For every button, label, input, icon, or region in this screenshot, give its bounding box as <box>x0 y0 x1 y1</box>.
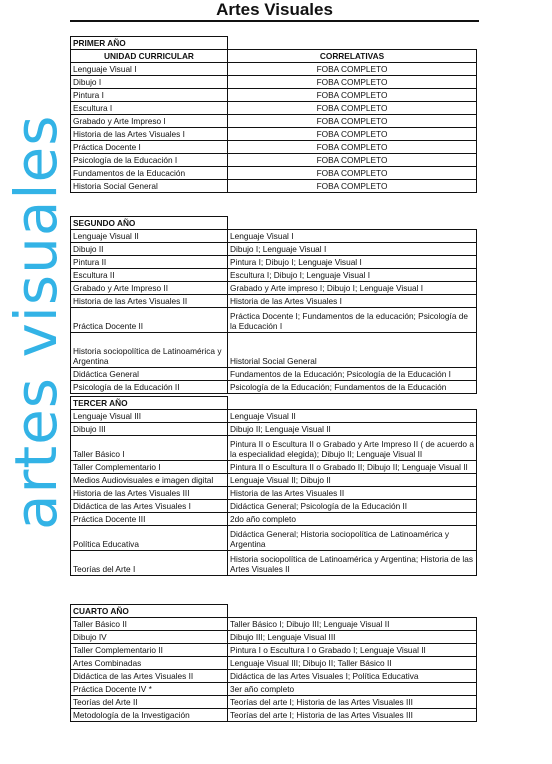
unidad-curricular-cell: Práctica Docente IV * <box>71 683 228 696</box>
table-row <box>71 513 477 526</box>
table-row <box>71 526 477 551</box>
correlativas-cell: Dibujo II; Lenguaje Visual II <box>228 423 477 436</box>
correlativas-cell: FOBA COMPLETO <box>228 128 477 141</box>
correlativas-cell: Práctica Docente I; Fundamentos de la educación; Psicología de la Educación I <box>228 308 477 333</box>
table-row <box>71 618 477 631</box>
table-row <box>71 670 477 683</box>
unidad-curricular-cell: Psicología de la Educación I <box>71 154 228 167</box>
table-row <box>71 436 477 461</box>
blank-cell <box>228 217 477 230</box>
table-row <box>71 243 477 256</box>
correlativas-cell: Pintura II o Escultura II o Grabado II; Dibujo II; Lenguaje Visual II <box>228 461 477 474</box>
correlativas-cell: Lenguaje Visual II; Dibujo II <box>228 474 477 487</box>
section-header-row <box>71 217 477 230</box>
table-row <box>71 487 477 500</box>
correlativas-cell: Pintura II o Escultura II o Grabado y Arte Impreso II ( de acuerdo a la especialidad elegida); Dibujo II; Lenguaje Visual II <box>228 436 477 461</box>
section-label: PRIMER AÑO <box>71 37 228 50</box>
table-row <box>71 631 477 644</box>
unidad-curricular-cell: Historia de las Artes Visuales I <box>71 128 228 141</box>
table-row <box>71 500 477 513</box>
correlativas-cell: Pintura I o Escultura I o Grabado I; Lenguaje Visual II <box>228 644 477 657</box>
unidad-curricular-cell: Metodología de la Investigación <box>71 709 228 722</box>
table-row <box>71 474 477 487</box>
table-row <box>71 167 477 180</box>
table-row <box>71 180 477 193</box>
table-row <box>71 256 477 269</box>
section-segundo-ano <box>70 216 477 394</box>
cuarto-rows <box>71 618 477 722</box>
correlativas-cell: Teorías del arte I; Historia de las Artes Visuales III <box>228 696 477 709</box>
table-row <box>71 102 477 115</box>
table-row <box>71 63 477 76</box>
table-row <box>71 696 477 709</box>
unidad-curricular-cell: Lenguaje Visual II <box>71 230 228 243</box>
table-row <box>71 128 477 141</box>
blank-cell <box>228 37 477 50</box>
table-row <box>71 709 477 722</box>
table-row <box>71 308 477 333</box>
section-label: SEGUNDO AÑO <box>71 217 228 230</box>
correlativas-cell: Lenguaje Visual II <box>228 410 477 423</box>
correlativas-cell: Historia de las Artes Visuales I <box>228 295 477 308</box>
unidad-curricular-cell: Práctica Docente II <box>71 308 228 333</box>
table-row <box>71 410 477 423</box>
unidad-curricular-cell: Dibujo IV <box>71 631 228 644</box>
table-row <box>71 551 477 576</box>
page-title: Artes Visuales <box>70 0 479 22</box>
unidad-curricular-cell: Pintura II <box>71 256 228 269</box>
unidad-curricular-cell: Política Educativa <box>71 526 228 551</box>
correlativas-cell: 3er año completo <box>228 683 477 696</box>
unidad-curricular-cell: Escultura II <box>71 269 228 282</box>
correlativas-cell: Didáctica General; Psicología de la Educación II <box>228 500 477 513</box>
table-row <box>71 381 477 394</box>
table-row <box>71 76 477 89</box>
correlativas-cell: Escultura I; Dibujo I; Lenguaje Visual I <box>228 269 477 282</box>
unidad-curricular-cell: Fundamentos de la Educación <box>71 167 228 180</box>
unidad-curricular-cell: Artes Combinadas <box>71 657 228 670</box>
unidad-curricular-cell: Dibujo II <box>71 243 228 256</box>
segundo-rows <box>71 230 477 394</box>
unidad-curricular-cell: Lenguaje Visual I <box>71 63 228 76</box>
unidad-curricular-cell: Teorías del Arte I <box>71 551 228 576</box>
segundo-ano-table <box>70 216 477 394</box>
primer-ano-table <box>70 36 477 193</box>
blank-cell <box>228 605 477 618</box>
table-row <box>71 423 477 436</box>
table-row <box>71 282 477 295</box>
correlativas-cell: Psicología de la Educación; Fundamentos de la Educación <box>228 381 477 394</box>
unidad-curricular-cell: Historia sociopolítica de Latinoamérica y Argentina <box>71 333 228 368</box>
correlativas-cell: FOBA COMPLETO <box>228 154 477 167</box>
primer-rows <box>71 63 477 193</box>
correlativas-cell: Historia de las Artes Visuales II <box>228 487 477 500</box>
table-row <box>71 657 477 670</box>
unidad-curricular-cell: Medios Audiovisuales e imagen digital <box>71 474 228 487</box>
unidad-curricular-cell: Teorías del Arte II <box>71 696 228 709</box>
correlativas-cell: Didáctica de las Artes Visuales I; Política Educativa <box>228 670 477 683</box>
unidad-curricular-cell: Didáctica General <box>71 368 228 381</box>
unidad-curricular-cell: Historia de las Artes Visuales II <box>71 295 228 308</box>
table-row <box>71 269 477 282</box>
blank-cell <box>228 397 477 410</box>
correlativas-cell: Lenguaje Visual I <box>228 230 477 243</box>
correlativas-cell: Taller Básico I; Dibujo III; Lenguaje Visual II <box>228 618 477 631</box>
unidad-curricular-cell: Escultura I <box>71 102 228 115</box>
correlativas-cell: Lenguaje Visual III; Dibujo II; Taller Básico II <box>228 657 477 670</box>
section-header-row <box>71 37 477 50</box>
correlativas-cell: FOBA COMPLETO <box>228 115 477 128</box>
unidad-curricular-cell: Taller Básico II <box>71 618 228 631</box>
table-row <box>71 154 477 167</box>
table-row <box>71 230 477 243</box>
unidad-curricular-cell: Práctica Docente I <box>71 141 228 154</box>
table-row <box>71 683 477 696</box>
table-row <box>71 644 477 657</box>
table-row <box>71 89 477 102</box>
table-row <box>71 368 477 381</box>
unidad-curricular-cell: Didáctica de las Artes Visuales II <box>71 670 228 683</box>
unidad-curricular-cell: Psicología de la Educación II <box>71 381 228 394</box>
unidad-curricular-cell: Taller Complementario II <box>71 644 228 657</box>
unidad-curricular-cell: Dibujo I <box>71 76 228 89</box>
unidad-curricular-cell: Historia Social General <box>71 180 228 193</box>
correlativas-cell: Didáctica General; Historia sociopolítica de Latinoamérica y Argentina <box>228 526 477 551</box>
correlativas-cell: FOBA COMPLETO <box>228 76 477 89</box>
unidad-curricular-cell: Práctica Docente III <box>71 513 228 526</box>
unidad-curricular-cell: Dibujo III <box>71 423 228 436</box>
unidad-curricular-cell: Lenguaje Visual III <box>71 410 228 423</box>
correlativas-cell: Teorías del arte I; Historia de las Artes Visuales III <box>228 709 477 722</box>
correlativas-cell: FOBA COMPLETO <box>228 102 477 115</box>
section-header-row <box>71 605 477 618</box>
section-label: CUARTO AÑO <box>71 605 228 618</box>
correlativas-cell: FOBA COMPLETO <box>228 63 477 76</box>
correlativas-cell: 2do año completo <box>228 513 477 526</box>
correlativas-cell: FOBA COMPLETO <box>228 89 477 102</box>
section-cuarto-ano <box>70 604 477 722</box>
table-row <box>71 461 477 474</box>
unidad-curricular-cell: Taller Complementario I <box>71 461 228 474</box>
correlativas-cell: FOBA COMPLETO <box>228 180 477 193</box>
correlativas-cell: Fundamentos de la Educación; Psicología de la Educación I <box>228 368 477 381</box>
unidad-curricular-cell: Historia de las Artes Visuales III <box>71 487 228 500</box>
correlativas-cell: Pintura I; Dibujo I; Lenguaje Visual I <box>228 256 477 269</box>
table-row <box>71 115 477 128</box>
unidad-curricular-cell: Grabado y Arte Impreso I <box>71 115 228 128</box>
unidad-curricular-cell: Pintura I <box>71 89 228 102</box>
cuarto-ano-table <box>70 604 477 722</box>
correlativas-cell: FOBA COMPLETO <box>228 141 477 154</box>
unidad-curricular-cell: Didáctica de las Artes Visuales I <box>71 500 228 513</box>
column-header: CORRELATIVAS <box>228 50 477 63</box>
correlativas-cell: Historial Social General <box>228 333 477 368</box>
section-primer-ano <box>70 36 477 193</box>
table-row <box>71 295 477 308</box>
column-header: UNIDAD CURRICULAR <box>71 50 228 63</box>
correlativas-cell: Grabado y Arte impreso I; Dibujo I; Lenguaje Visual I <box>228 282 477 295</box>
correlativas-cell: Historia sociopolítica de Latinoamérica y Argentina; Historia de las Artes Visuales II <box>228 551 477 576</box>
section-label: TERCER AÑO <box>71 397 228 410</box>
unidad-curricular-cell: Taller Básico I <box>71 436 228 461</box>
correlativas-cell: Dibujo III; Lenguaje Visual III <box>228 631 477 644</box>
column-header-row <box>71 50 477 63</box>
section-header-row <box>71 397 477 410</box>
table-row <box>71 333 477 368</box>
unidad-curricular-cell: Grabado y Arte Impreso II <box>71 282 228 295</box>
section-tercer-ano <box>70 396 477 576</box>
correlativas-cell: Dibujo I; Lenguaje Visual I <box>228 243 477 256</box>
tercer-ano-table <box>70 396 477 576</box>
table-row <box>71 141 477 154</box>
correlativas-cell: FOBA COMPLETO <box>228 167 477 180</box>
tercero-rows <box>71 410 477 576</box>
side-title: artes visuales <box>2 114 70 530</box>
